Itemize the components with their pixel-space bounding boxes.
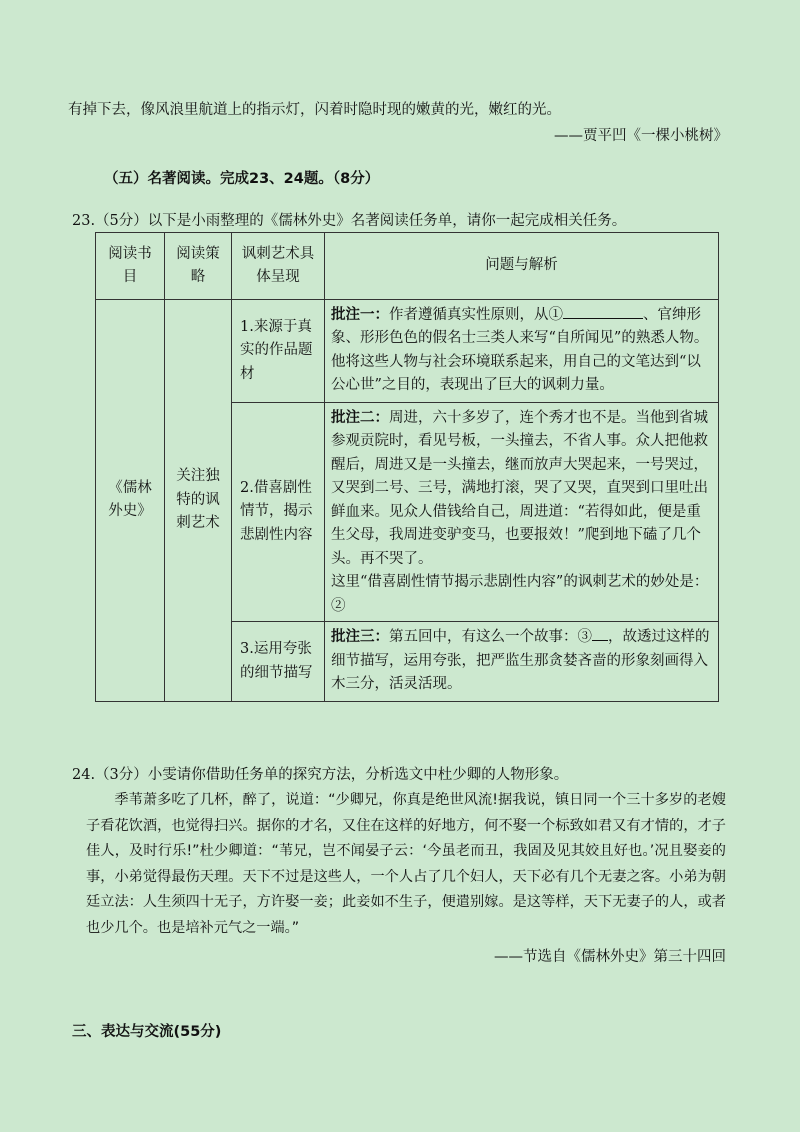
table-row xyxy=(96,300,719,403)
annotation-text: 周进，六十多岁了，连个秀才也不是。当他到省城参观贡院时，看见号板，一头撞去，不省人事。众人把他救醒后，周进又是一头撞去，继而放声大哭起来，一号哭过，又哭到二号、三号，满地打滚，哭了又哭，直哭到口里吐出鲜血来。见众人借钱给自己，周进道：“若得如此，便是重生父母，我周进变驴变马，也要报效！”爬到地下磕了几个头。再不哭了。 xyxy=(331,409,708,567)
question-24-stem: 24.（3分）小雯请你借助任务单的探究方法，分析选文中杜少卿的人物形象。 xyxy=(72,767,569,783)
annotation-cell xyxy=(325,622,719,701)
presentation-cell: 2.借喜剧性情节，揭示悲剧性内容 xyxy=(232,402,325,621)
annotation-label: 批注二： xyxy=(331,409,389,426)
annotation-label: 批注三： xyxy=(331,629,389,646)
table-header-row xyxy=(96,233,719,300)
header-analysis: 问题与解析 xyxy=(325,233,719,300)
annotation-cell xyxy=(325,300,719,403)
presentation-cell: 3.运用夸张的细节描写 xyxy=(232,622,325,701)
annotation-cell xyxy=(325,402,719,621)
reading-task-table xyxy=(95,232,719,702)
strategy-cell: 关注独特的讽刺艺术 xyxy=(165,300,232,702)
annotation-label: 批注一： xyxy=(331,307,389,323)
excerpt-paragraph: 季苇萧多吃了几杯，醉了，说道：“少卿兄，你真是绝世风流!据我说，镇日同一个三十多岁的老嫂子看花饮酒，也觉得扫兴。据你的才名，又住在这样的好地方，何不娶一个标致如君又有才情的，才子佳人，及时行乐!”杜少卿道：“苇兄，岂不闻晏子云：‘今虽老而丑，我固及见其姣且好也。’况且娶妾的事，小弟觉得最伤天理。天下不过是这些人，一个人占了几个妇人，天下必有几个无妻之客。小弟为朝廷立法：人生须四十无子，方许娶一妾；此妾如不生子，便遣别嫁。是这等样，天下无妻子的人，或者也少几个。也是培补元气之一端。” xyxy=(86,792,726,936)
answer-blank-3[interactable] xyxy=(592,626,608,641)
header-strategy: 阅读策略 xyxy=(165,233,232,300)
annotation-text: 作者遵循真实性原则，从① xyxy=(389,307,563,323)
book-title-cell: 《儒林外史》 xyxy=(96,300,165,702)
header-book: 阅读书目 xyxy=(96,233,165,300)
excerpt-source: ——节选自《儒林外史》第三十四回 xyxy=(494,949,726,965)
annotation-question: 这里“借喜剧性情节揭示悲剧性内容”的讽刺艺术的妙处是：② xyxy=(331,574,709,614)
excerpt-passage xyxy=(86,788,726,941)
preceding-passage-end: 有掉下去，像风浪里航道上的指示灯，闪着时隐时现的嫩黄的光，嫩红的光。 xyxy=(68,102,561,118)
presentation-cell: 1.来源于真实的作品题材 xyxy=(232,300,325,403)
annotation-text: 、官绅形象、形形色色的假名士三类人来写“自所闻见”的熟悉人物。他将这些人物与社会环境联系起来，用自己的文笔达到“以公心世”之目的，表现出了巨大的讽刺力量。 xyxy=(331,307,709,394)
annotation-text: ，故透过这样的细节描写，运用夸张，把严监生那贪婪吝啬的形象刻画得入木三分，活灵活现。 xyxy=(331,629,710,693)
header-presentation: 讽刺艺术具体呈现 xyxy=(232,233,325,300)
answer-blank-1[interactable] xyxy=(563,304,643,319)
question-23-stem: 23.（5分）以下是小雨整理的《儒林外史》名著阅读任务单，请你一起完成相关任务。 xyxy=(72,213,627,229)
section-5-heading: （五）名著阅读。完成23、24题。（8分） xyxy=(104,171,380,187)
preceding-passage-source: ——贾平凹《一棵小桃树》 xyxy=(554,128,728,144)
section-3-heading: 三、表达与交流(55分) xyxy=(72,1024,222,1040)
annotation-text: 第五回中，有这么一个故事：③ xyxy=(389,629,592,646)
